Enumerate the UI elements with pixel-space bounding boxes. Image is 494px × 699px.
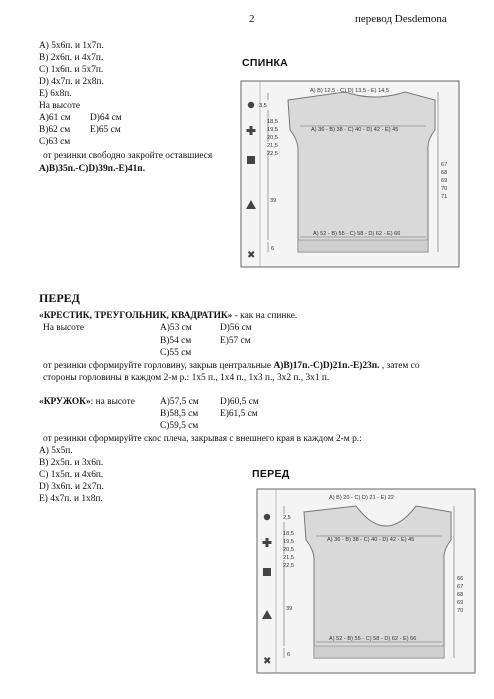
front-total-height-2: 67 (457, 584, 464, 590)
front-circle-height-d: D)60,5 см (220, 397, 259, 407)
front-neck-depth: 2,5 (283, 515, 291, 521)
front-armhole-depth-1: 18,5 (283, 531, 294, 537)
back-rib-band (298, 240, 428, 252)
front-chest-label: A) 36 - B) 38 - C) 40 - D) 42 - E) 45 (327, 537, 415, 543)
circle-symbol-icon (264, 514, 270, 520)
front-total-height-1: 66 (457, 576, 464, 582)
intro-line-e: E) 6х8п. (39, 89, 72, 99)
back-rib-height: 6 (271, 246, 275, 252)
intro-line-b: B) 2х6п. и 4х7п. (39, 53, 104, 63)
front-circle-height-b: B)58,5 см (160, 409, 199, 419)
front-rib-height: 6 (287, 652, 291, 658)
back-total-height-3: 69 (441, 178, 448, 184)
back-title: СПИНКА (242, 57, 289, 69)
intro-height-label: На высоте (39, 101, 80, 111)
front-cross-height-e: E)57 см (220, 336, 251, 346)
intro-height-a: A)61 см (39, 113, 71, 123)
front-neck-line1-pre: от резинки сформируйте горловину, закрыв центральные (43, 361, 274, 371)
front-neck-line-2: стороны горловины в каждом 2-м р.: 1х5 п., 1х4 п., 1х3 п., 3х2 п., 3х1 п. (43, 373, 330, 383)
back-chest-label: A) 36 - B) 38 - C) 40 - D) 42 - E) 45 (311, 127, 399, 133)
front-total-height-3: 68 (457, 592, 464, 598)
front-shoulder-option-a: A) 5х5п. (39, 446, 73, 456)
front-circle-height-c: C)59,5 см (160, 421, 199, 431)
front-diagram (256, 488, 476, 674)
x-symbol-icon: ✖ (263, 656, 272, 667)
front-circle-height-a: A)57,5 см (160, 397, 199, 407)
front-cross-suffix: - как на спинке. (232, 311, 298, 321)
front-cross-title: «КРЕСТИК, ТРЕУГОЛЬНИК, КВАДРАТИК» (39, 311, 233, 321)
front-width-label: A) 52 - B) 55 - C) 58 - D) 62 - E) 66 (329, 636, 417, 642)
intro-remaining-text: от резинки свободно закройте оставшиеся (43, 151, 213, 161)
front-cross-height-c: C)55 см (160, 348, 192, 358)
front-total-height-4: 69 (457, 600, 464, 606)
front-armhole-depth-4: 21,5 (283, 555, 294, 561)
front-heading: ПЕРЕД (39, 291, 80, 305)
square-symbol-icon (263, 568, 271, 576)
front-circle-title: «КРУЖОК» (39, 397, 91, 407)
front-circle-line (39, 397, 135, 407)
front-circle-suffix: : на высоте (90, 397, 135, 407)
front-total-height-5: 70 (457, 608, 464, 614)
intro-remaining-counts: A)B)35п.-C)D)39п.-E)41п. (39, 164, 146, 174)
back-armhole-depth-3: 20,5 (267, 135, 278, 141)
front-shoulder-option-c: C) 1х5п. и 4х6п. (39, 470, 104, 480)
back-total-height-4: 70 (441, 186, 448, 192)
intro-line-c: C) 1х6п. и 5х7п. (39, 65, 104, 75)
front-circle-height-e: E)61,5 см (220, 409, 258, 419)
back-neck-label: A) B) 12,5 - C) D) 13,5 - E) 14,5 (310, 88, 389, 94)
front-body-height: 39 (286, 606, 293, 612)
circle-symbol-icon (248, 102, 254, 108)
front-cross-height-b: B)54 см (160, 336, 192, 346)
front-neck-line-1 (43, 361, 420, 371)
front-neck-label: A) B) 20 - C) D) 21 - E) 22 (329, 495, 394, 501)
front-armhole-depth-2: 19,5 (283, 539, 294, 545)
back-body-height: 39 (270, 198, 277, 204)
front-rib-band (314, 646, 444, 658)
back-total-height-1: 67 (441, 162, 448, 168)
front-armhole-depth-5: 22,5 (283, 563, 294, 569)
x-symbol-icon: ✖ (247, 250, 256, 261)
front-neck-line1-counts: A)B)17п.-C)D)21п.-E)23п. (273, 361, 380, 371)
page-header-title: перевод Desdemona (355, 13, 447, 25)
intro-line-d: D) 4х7п. и 2х8п. (39, 77, 104, 87)
front-cross-height-d: D)56 см (220, 323, 252, 333)
back-width-label: A) 52 - B) 55 - C) 58 - D) 62 - E) 66 (313, 231, 401, 237)
back-total-height-5: 71 (441, 194, 448, 200)
back-armhole-depth-4: 21,5 (267, 143, 278, 149)
back-armhole-depth-5: 22,5 (267, 151, 278, 157)
back-diagram (240, 80, 460, 268)
front-cross-line (39, 311, 297, 321)
square-symbol-icon (247, 156, 255, 164)
intro-height-d: D)64 см (90, 113, 122, 123)
front-shoulder-option-b: B) 2х5п. и 3х6п. (39, 458, 104, 468)
intro-height-c: C)63 см (39, 137, 71, 147)
back-neck-depth: 3,5 (259, 103, 267, 109)
front-armhole-depth-3: 20,5 (283, 547, 294, 553)
front-shoulder-option-e: E) 4х7п. и 1х8п. (39, 494, 103, 504)
back-armhole-depth-1: 18,5 (267, 119, 278, 125)
front-cross-height-a: A)53 см (160, 323, 192, 333)
front-cross-height-label: На высоте (43, 323, 84, 333)
intro-line-a: A) 5х6п. и 1х7п. (39, 41, 104, 51)
front-neck-line1-post: , затем со (379, 361, 420, 371)
back-armhole-depth-2: 19,5 (267, 127, 278, 133)
back-total-height-2: 68 (441, 170, 448, 176)
page-number: 2 (249, 13, 255, 25)
front-diagram-title: ПЕРЕД (252, 468, 290, 480)
back-garment-shape (288, 92, 435, 252)
front-shoulder-text: от резинки сформируйте скос плеча, закрывая с внешнего края в каждом 2-м р.: (43, 434, 362, 444)
intro-height-e: E)65 см (90, 125, 121, 135)
intro-height-b: B)62 см (39, 125, 71, 135)
front-shoulder-option-d: D) 3х6п. и 2х7п. (39, 482, 104, 492)
